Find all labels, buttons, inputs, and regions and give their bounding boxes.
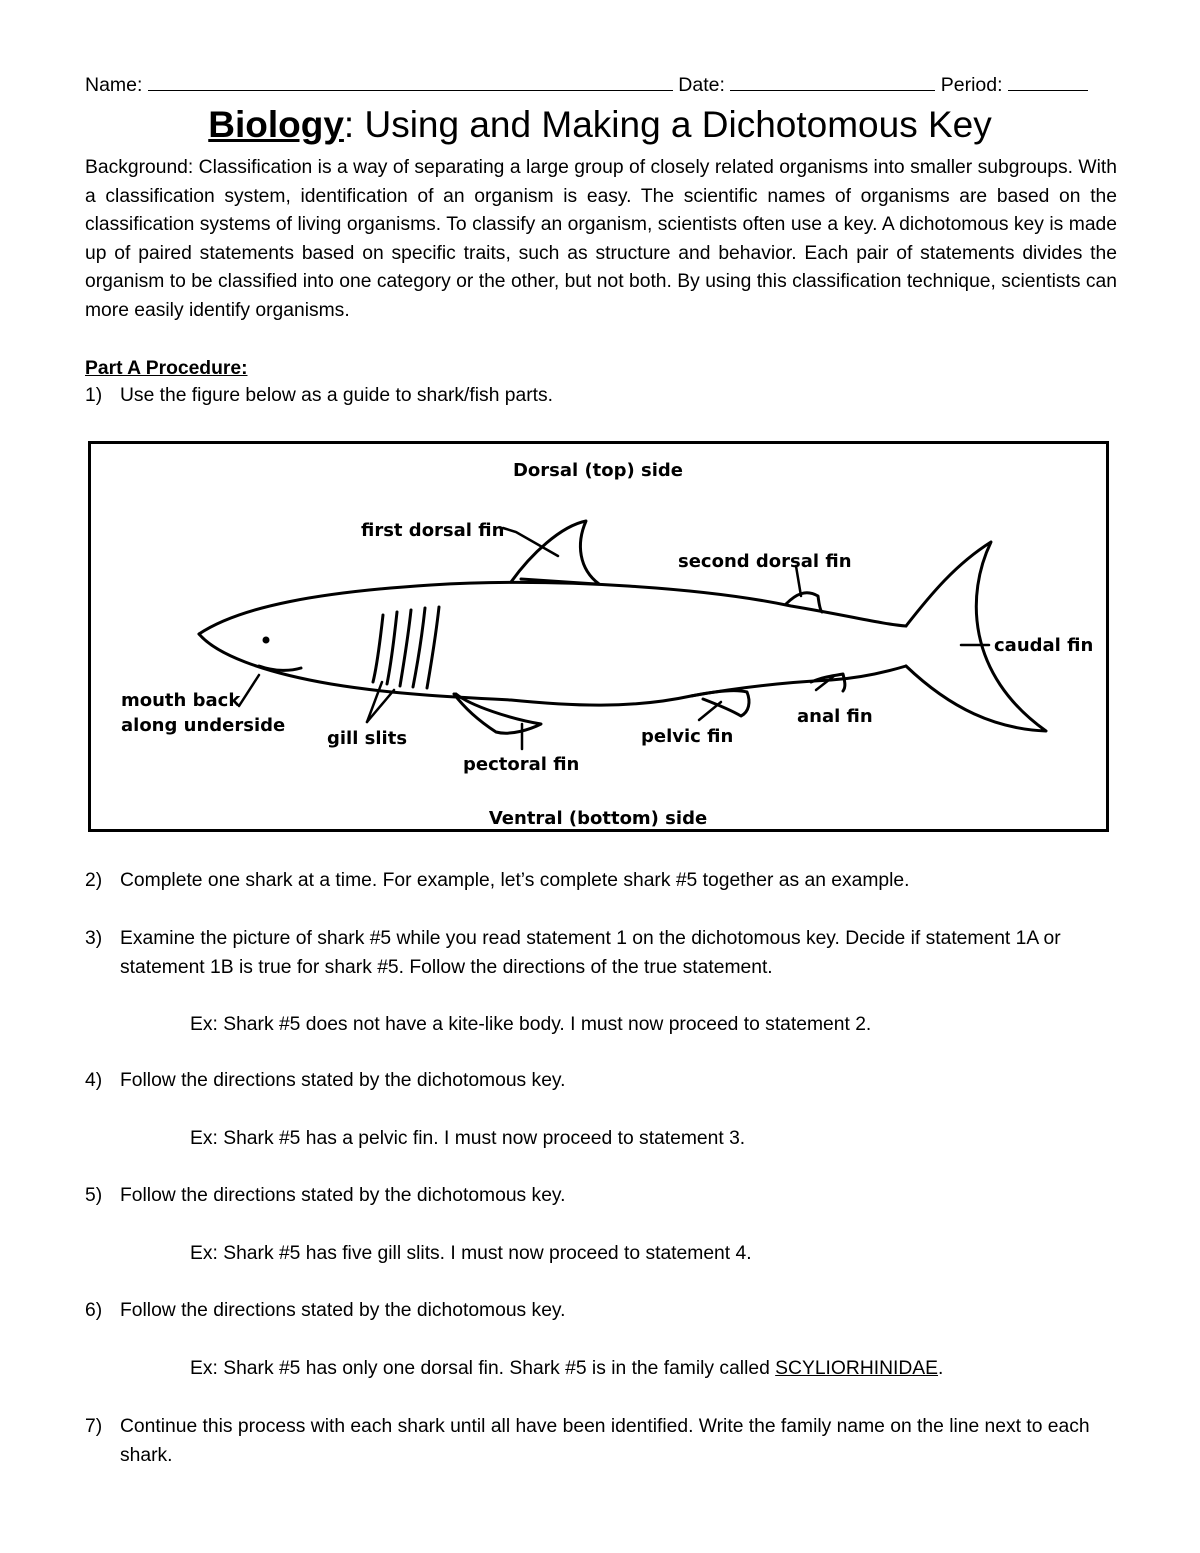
caudal-fin-label: caudal fin bbox=[994, 635, 1094, 656]
gill-slit bbox=[413, 608, 425, 687]
first-dorsal-fin bbox=[511, 521, 599, 584]
step-text: Follow the directions stated by the dichotomous key. bbox=[120, 1185, 566, 1206]
date-blank[interactable] bbox=[730, 72, 935, 91]
example-step-3: Ex: Shark #5 does not have a kite-like body. I must now proceed to statement 2. bbox=[190, 1014, 872, 1035]
example-step-6-text: Ex: Shark #5 has only one dorsal fin. Shark #5 is in the family called bbox=[190, 1358, 776, 1379]
step-text: Complete one shark at a time. For example, let’s complete shark #5 together as an example. bbox=[120, 870, 910, 891]
gill-slits-label: gill slits bbox=[327, 728, 408, 749]
step-text: Follow the directions stated by the dichotomous key. bbox=[120, 1070, 566, 1091]
step-number: 1) bbox=[85, 385, 103, 406]
step-number: 2) bbox=[85, 870, 103, 891]
name-blank[interactable] bbox=[148, 72, 673, 91]
period-blank[interactable] bbox=[1008, 72, 1088, 91]
example-step-5: Ex: Shark #5 has five gill slits. I must now proceed to statement 4. bbox=[190, 1243, 752, 1264]
step-text: Examine the picture of shark #5 while you read statement 1 on the dichotomous key. Decide if statement 1A or statement 1B is true for shark #5. Follow the directions of the true statement. bbox=[120, 928, 1061, 978]
mouth-label-line1: mouth back bbox=[121, 690, 241, 711]
ventral-side-label: Ventral (bottom) side bbox=[488, 808, 708, 829]
page-title bbox=[0, 102, 1200, 148]
date-label: Date: bbox=[678, 74, 725, 96]
pointer-mouth bbox=[239, 675, 259, 706]
family-name: SCYLIORHINIDAE bbox=[775, 1358, 939, 1379]
step-text: Use the figure below as a guide to shark/fish parts. bbox=[120, 385, 553, 406]
gill-slit bbox=[400, 610, 411, 686]
gill-slit bbox=[427, 607, 439, 688]
gill-slit bbox=[373, 615, 383, 682]
eye bbox=[263, 637, 270, 644]
first-dorsal-fin-label: first dorsal fin bbox=[361, 520, 505, 541]
anal-fin-label: anal fin bbox=[797, 706, 873, 727]
background-paragraph: Background: Classification is a way of separating a large group of closely related organisms into smaller subgroups. With a classification system, identification of an organism is easy. The scientific names of organisms are based on the classification systems of living organisms. To classify an organism, scientists often use a key. A dichotomous key is made up of paired statements based on specific traits, such as structure and behavior. Each pair of statements divides the organism to be classified into one category or the other, but not both. By using this classification technique, scientists can more easily identify organisms. bbox=[85, 157, 1117, 321]
pointer-pelvic bbox=[699, 702, 721, 720]
step-number: 5) bbox=[85, 1185, 103, 1206]
pelvic-fin-label: pelvic fin bbox=[641, 726, 734, 747]
gill-slit bbox=[387, 612, 397, 684]
step-text: Follow the directions stated by the dichotomous key. bbox=[120, 1300, 566, 1321]
dorsal-side-label: Dorsal (top) side bbox=[512, 460, 684, 481]
example-step-6 bbox=[190, 1355, 943, 1383]
pectoral-fin-label: pectoral fin bbox=[463, 754, 580, 775]
part-a-heading: Part A Procedure: bbox=[85, 358, 248, 379]
pointer-gill-b bbox=[367, 690, 394, 722]
name-label: Name: bbox=[85, 74, 143, 96]
example-step-6-period: . bbox=[938, 1358, 944, 1379]
second-dorsal-fin-label: second dorsal fin bbox=[678, 551, 852, 572]
step-number: 7) bbox=[85, 1416, 103, 1437]
mouth-label-line2: along underside bbox=[121, 715, 286, 736]
student-info-line bbox=[85, 72, 1115, 98]
title-rest: : Using and Making a Dichotomous Key bbox=[343, 104, 992, 145]
shark-diagram bbox=[91, 444, 1106, 829]
example-step-4: Ex: Shark #5 has a pelvic fin. I must now proceed to statement 3. bbox=[190, 1128, 746, 1149]
title-subject: Biology bbox=[208, 104, 344, 145]
shark-belly-outline bbox=[199, 634, 906, 705]
step-text: Continue this process with each shark until all have been identified. Write the family name on the line next to each shark. bbox=[120, 1416, 1090, 1466]
step-number: 3) bbox=[85, 928, 103, 949]
step-number: 4) bbox=[85, 1070, 103, 1091]
step-number: 6) bbox=[85, 1300, 103, 1321]
period-label: Period: bbox=[940, 74, 1003, 96]
shark-anatomy-figure bbox=[88, 441, 1109, 832]
